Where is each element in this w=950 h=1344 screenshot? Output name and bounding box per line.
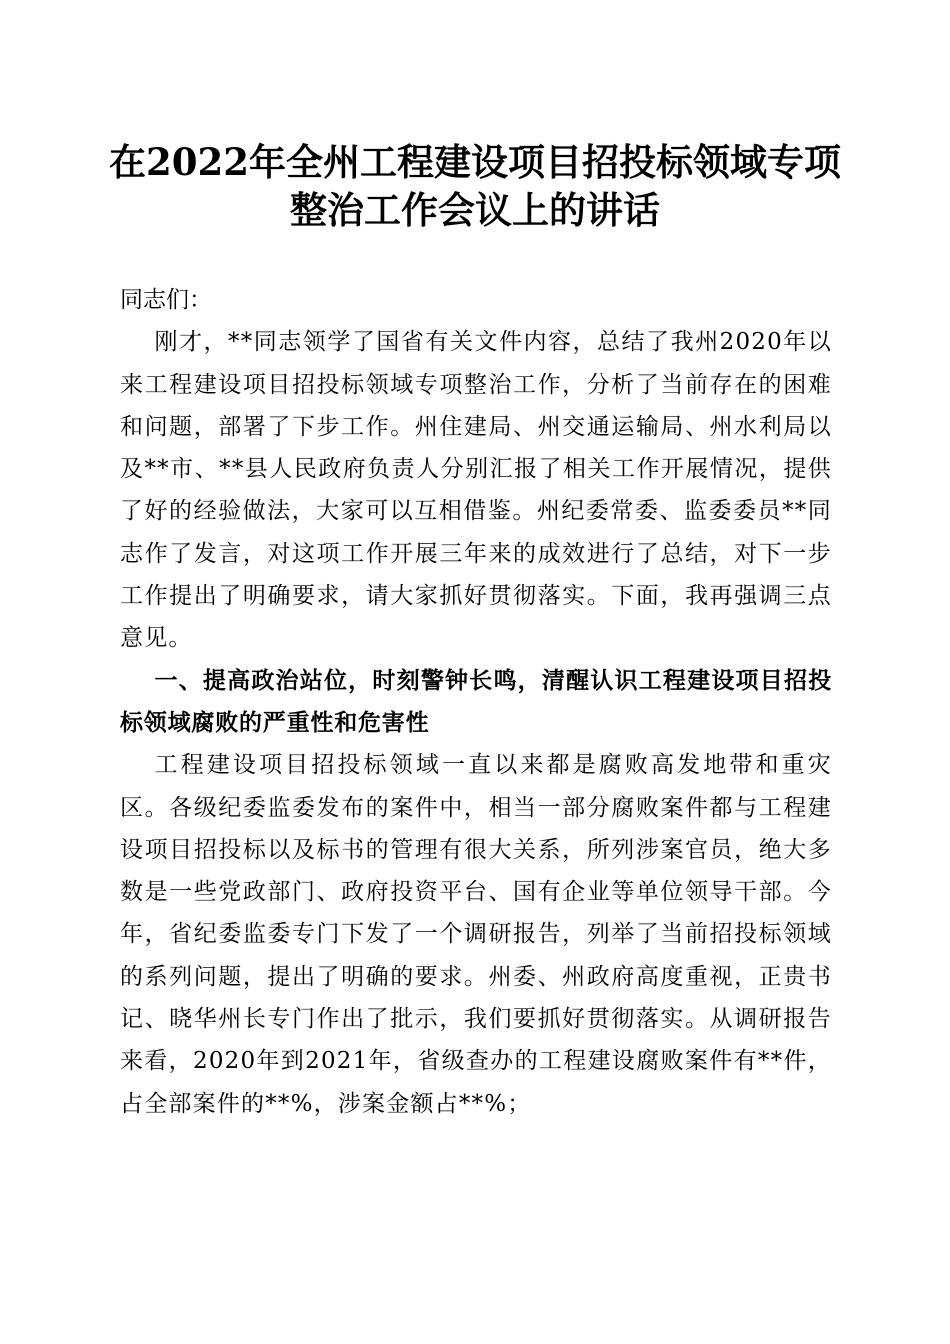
title-line-1: 在2022年全州工程建设项目招投标领域专项 xyxy=(109,140,841,184)
section-heading-1: 一、提高政治站位，时刻警钟长鸣，清醒认识工程建设项目招投标领域腐败的严重性和危害性 xyxy=(120,667,832,736)
document-title xyxy=(100,138,850,234)
document-body xyxy=(120,279,832,1125)
paragraph-opening: 刚才，**同志领学了国省有关文件内容，总结了我州2020年以来工程建设项目招投标领域专项整治工作，分析了当前存在的困难和问题，部署了下步工作。州住建局、州交通运输局、州水利局以及**市、**县人民政府负责人分别汇报了相关工作开展情况，提供了好的经验做法，大家可以互相借鉴。州纪委常委、监委委员**同志作了发言，对这项工作开展三年来的成效进行了总结，对下一步工作提出了明确要求，请大家抓好贯彻落实。下面，我再强调三点意见。 xyxy=(120,329,832,652)
paragraph-section-1: 工程建设项目招投标领域一直以来都是腐败高发地带和重灾区。各级纪委监委发布的案件中，相当一部分腐败案件都与工程建设项目招投标以及标书的管理有很大关系，所列涉案官员，绝大多数是一些党政部门、政府投资平台、国有企业等单位领导干部。今年，省纪委监委专门下发了一个调研报告，列举了当前招投标领域的系列问题，提出了明确的要求。州委、州政府高度重视，正贵书记、晓华州长专门作出了批示，我们要抓好贯彻落实。从调研报告来看，2020年到2021年，省级查办的工程建设腐败案件有**件，占全部案件的**%，涉案金额占**%； xyxy=(120,752,832,1117)
title-line-2: 整治工作会议上的讲话 xyxy=(290,188,660,232)
salutation: 同志们： xyxy=(120,287,212,313)
